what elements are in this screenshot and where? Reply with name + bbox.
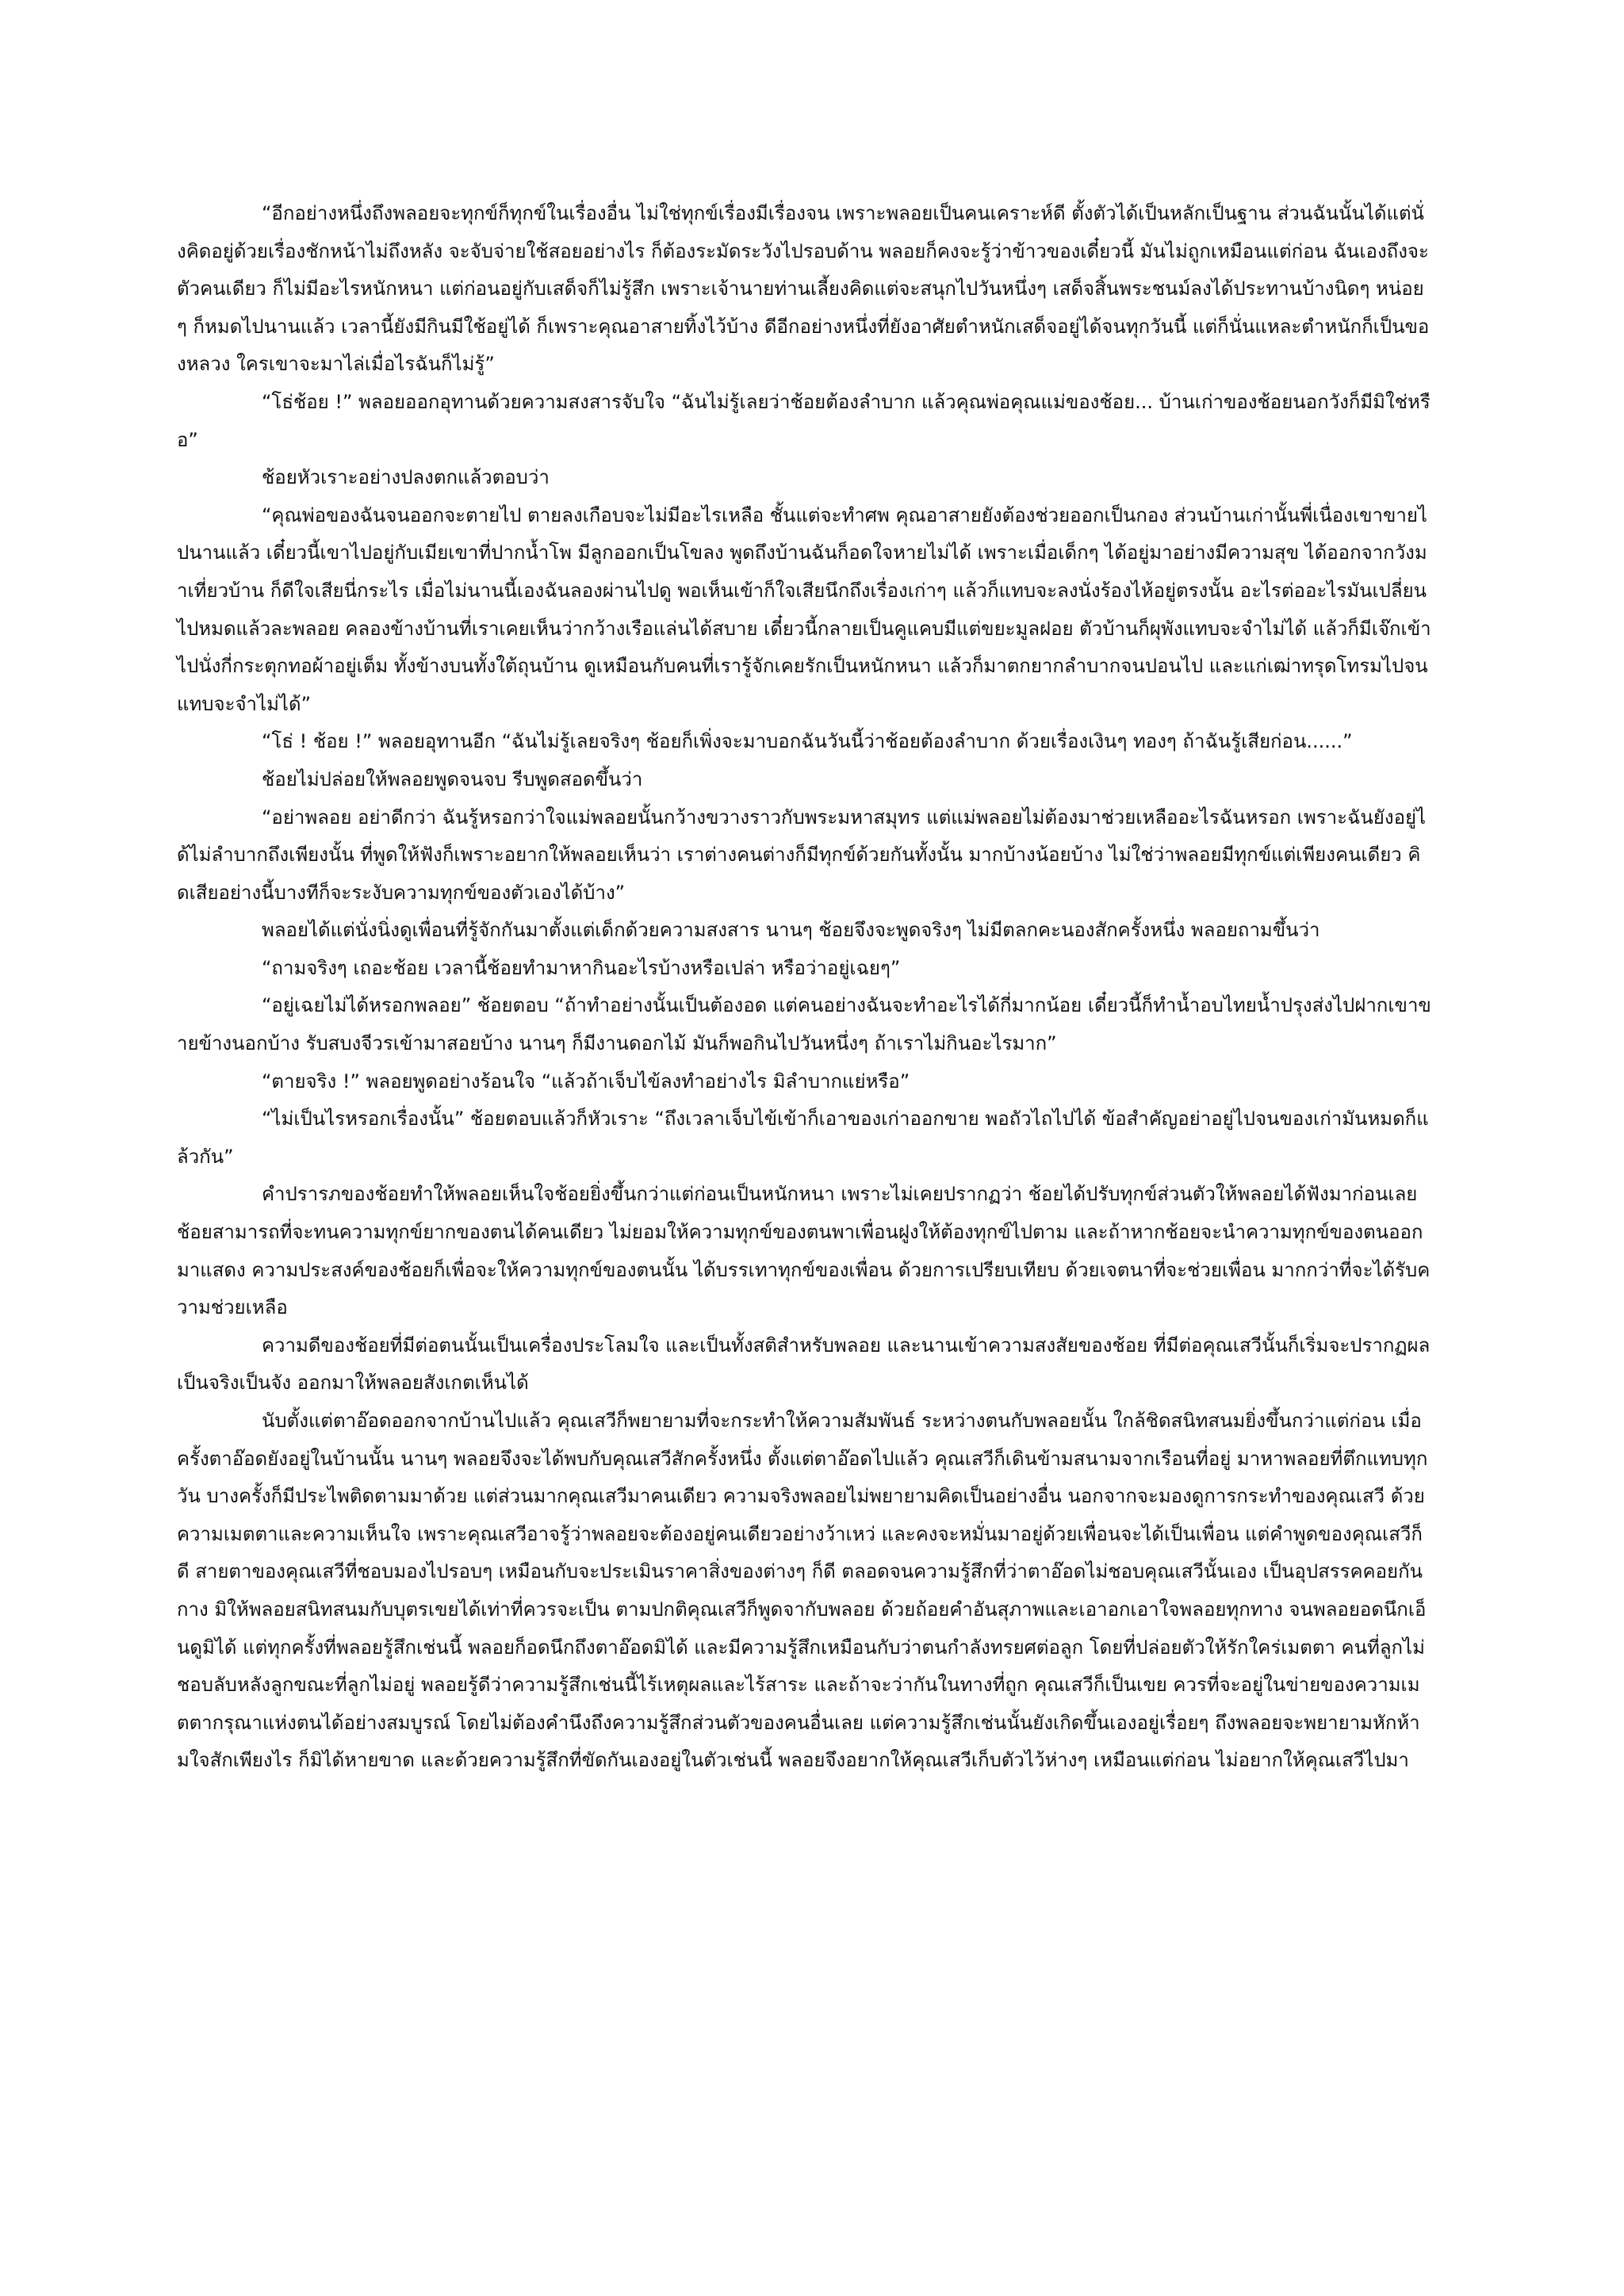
paragraph: “โธ่ช้อย !” พลอยออกอุทานด้วยความสงสารจับใจ “ฉันไม่รู้เลยว่าช้อยต้องลำบาก แล้วคุณพ่อคุณแม่ของช้อย... บ้านเก่าของช้อยนอกวังก็มีมิใช่หรือ” xyxy=(177,390,1431,451)
paragraph: คำปรารภของช้อยทำให้พลอยเห็นใจช้อยยิ่งขึ้นกว่าแต่ก่อนเป็นหนักหนา เพราะไม่เคยปรากฏว่า ช้อยได้ปรับทุกข์ส่วนตัวให้พลอยได้ฟังมาก่อนเลย ช้อยสามารถที่จะทนความทุกข์ยากของตนได้คนเดียว ไม่ยอมให้ความทุกข์ของตนพาเพื่อนฝูงให้ต้องทุกข์ไปตาม และถ้าหากช้อยจะนำความทุกข์ของตนออกมาแสดง ความประสงค์ของช้อยก็เพื่อจะให้ความทุกข์ของตนนั้น ได้บรรเทาทุกข์ของเพื่อน ด้วยการเปรียบเทียบ ด้วยเจตนาที่จะช่วยเพื่อน มากกว่าที่จะได้รับความช่วยเหลือ xyxy=(177,1183,1431,1319)
paragraph: พลอยได้แต่นั่งนิ่งดูเพื่อนที่รู้จักกันมาตั้งแต่เด็กด้วยความสงสาร นานๆ ช้อยจึงจะพูดจริงๆ ไม่มีตลกคะนองสักครั้งหนึ่ง พลอยถามขึ้นว่า xyxy=(262,919,1320,942)
paragraph: “ไม่เป็นไรหรอกเรื่องนั้น” ช้อยตอบแล้วก็หัวเราะ “ถึงเวลาเจ็บไข้เข้าก็เอาของเก่าออกขาย พอถัวไถไปได้ ข้อสำคัญอย่าอยู่ไปจนของเก่ามันหมดก็แล้วกัน” xyxy=(177,1108,1429,1168)
paragraph: “อีกอย่างหนึ่งถึงพลอยจะทุกข์ก็ทุกข์ในเรื่องอื่น ไม่ใช่ทุกข์เรื่องมีเรื่องจน เพราะพลอยเป็นคนเคราะห์ดี ตั้งตัวได้เป็นหลักเป็นฐาน ส่วนฉันนั้นได้แต่นั่งคิดอยู่ด้วยเรื่องชักหน้าไม่ถึงหลัง จะจับจ่ายใช้สอยอย่างไร ก็ต้องระมัดระวังไปรอบด้าน พลอยก็คงจะรู้ว่าข้าวของเดี๋ยวนี้ มันไม่ถูกเหมือนแต่ก่อน ฉันเองถึงจะตัวคนเดียว ก็ไม่มีอะไรหนักหนา แต่ก่อนอยู่กับเสด็จก็ไม่รู้สึก เพราะเจ้านายท่านเลี้ยงคิดแต่จะสนุกไปวันหนึ่งๆ เสด็จสิ้นพระชนม์ลงได้ประทานบ้างนิดๆ หน่อยๆ ก็หมดไปนานแล้ว เวลานี้ยังมีกินมีใช้อยู่ได้ ก็เพราะคุณอาสายทิ้งไว้บ้าง ดีอีกอย่างหนึ่งที่ยังอาศัยตำหนักเสด็จอยู่ได้จนทุกวันนี้ แต่ก็นั่นแหละตำหนักก็เป็นของหลวง ใครเขาจะมาไล่เมื่อไรฉันก็ไม่รู้” xyxy=(177,202,1430,376)
paragraph: ช้อยหัวเราะอย่างปลงตกแล้วตอบว่า xyxy=(262,466,550,489)
paragraph: “อยู่เฉยไม่ได้หรอกพลอย” ช้อยตอบ “ถ้าทำอย่างนั้นเป็นต้องอด แต่คนอย่างฉันจะทำอะไรได้กี่มากน้อย เดี๋ยวนี้ก็ทำน้ำอบไทยน้ำปรุงส่งไปฝากเขาขายข้างนอกบ้าง รับสบงจีวรเข้ามาสอยบ้าง นานๆ ก็มีงานดอกไม้ มันก็พอกินไปวันหนึ่งๆ ถ้าเราไม่กินอะไรมาก” xyxy=(177,994,1431,1055)
paragraph: “ถามจริงๆ เถอะช้อย เวลานี้ช้อยทำมาหากินอะไรบ้างหรือเปล่า หรือว่าอยู่เฉยๆ” xyxy=(262,956,901,979)
paragraph: “อย่าพลอย อย่าดีกว่า ฉันรู้หรอกว่าใจแม่พลอยนั้นกว้างขวางราวกับพระมหาสมุทร แต่แม่พลอยไม่ต้องมาช่วยเหลืออะไรฉันหรอก เพราะฉันยังอยู่ได้ไม่ลำบากถึงเพียงนั้น ที่พูดให้ฟังก็เพราะอยากให้พลอยเห็นว่า เราต่างคนต่างก็มีทุกข์ด้วยกันทั้งนั้น มากบ้างน้อยบ้าง ไม่ใช่ว่าพลอยมีทุกข์แต่เพียงคนเดียว คิดเสียอย่างนี้บางทีก็จะระงับความทุกข์ของตัวเองได้บ้าง” xyxy=(177,806,1427,904)
paragraph: “โธ่ ! ช้อย !” พลอยอุทานอีก “ฉันไม่รู้เลยจริงๆ ช้อยก็เพิ่งจะมาบอกฉันวันนี้ว่าช้อยต้องลำบาก ด้วยเรื่องเงินๆ ทองๆ ถ้าฉันรู้เสียก่อน......” xyxy=(262,730,1353,753)
body-text xyxy=(177,195,1431,1780)
paragraph: นับตั้งแต่ตาอ๊อดออกจากบ้านไปแล้ว คุณเสวีก็พยายามที่จะกระทำให้ความสัมพันธ์ ระหว่างตนกับพลอยนั้น ใกล้ชิดสนิทสนมยิ่งขึ้นกว่าแต่ก่อน เมื่อครั้งตาอ๊อดยังอยู่ในบ้านนั้น นานๆ พลอยจึงจะได้พบกับคุณเสวีสักครั้งหนึ่ง ตั้งแต่ตาอ๊อดไปแล้ว คุณเสวีก็เดินข้ามสนามจากเรือนที่อยู่ มาหาพลอยที่ตึกแทบทุกวัน บางครั้งก็มีประไพติดตามมาด้วย แต่ส่วนมากคุณเสวีมาคนเดียว ความจริงพลอยไม่พยายามคิดเป็นอย่างอื่น นอกจากจะมองดูการกระทำของคุณเสวี ด้วยความเมตตาและความเห็นใจ เพราะคุณเสวีอาจรู้ว่าพลอยจะต้องอยู่คนเดียวอย่างว้าเหว่ และคงจะหมั่นมาอยู่ด้วยเพื่อนจะได้เป็นเพื่อน แต่คำพูดของคุณเสวีก็ดี สายตาของคุณเสวีที่ชอบมองไปรอบๆ เหมือนกับจะประเมินราคาสิ่งของต่างๆ ก็ดี ตลอดจนความรู้สึกที่ว่าตาอ๊อดไม่ชอบคุณเสวีนั้นเอง เป็นอุปสรรคคอยกันกาง มิให้พลอยสนิทสนมกับบุตรเขยได้เท่าที่ควรจะเป็น ตามปกติคุณเสวีก็พูดจากับพลอย ด้วยถ้อยคำอันสุภาพและเอาอกเอาใจพลอยทุกทาง จนพลอยอดนึกเอ็นดูมิได้ แต่ทุกครั้งที่พลอยรู้สึกเช่นนี้ พลอยก็อดนึกถึงตาอ๊อดมิได้ และมีความรู้สึกเหมือนกับว่าตนกำลังทรยศต่อลูก โดยที่ปล่อยตัวให้รักใคร่เมตตา คนที่ลูกไม่ชอบลับหลังลูกขณะที่ลูกไม่อยู่ พลอยรู้ดีว่าความรู้สึกเช่นนี้ไร้เหตุผลและไร้สาระ และถ้าจะว่ากันในทางที่ถูก คุณเสวีก็เป็นเขย ควรที่จะอยู่ในข่ายของความเมตตากรุณาแห่งตนได้อย่างสมบูรณ์ โดยไม่ต้องคำนึงถึงความรู้สึกส่วนตัวของคนอื่นเลย แต่ความรู้สึกเช่นนั้นยังเกิดขึ้นเองอยู่เรื่อยๆ ถึงพลอยจะพยายามหักห้ามใจสักเพียงไร ก็มิได้หายขาด และด้วยความรู้สึกที่ขัดกันเองอยู่ในตัวเช่นนี้ พลอยจึงอยากให้คุณเสวีเก็บตัวไว้ห่างๆ เหมือนแต่ก่อน ไม่อยากให้คุณเสวีไปมา xyxy=(177,1410,1428,1772)
paragraph: “ตายจริง !” พลอยพูดอย่างร้อนใจ “แล้วถ้าเจ็บไข้ลงทำอย่างไร มิลำบากแย่หรือ” xyxy=(262,1070,910,1093)
paragraph: “คุณพ่อของฉันจนออกจะตายไป ตายลงเกือบจะไม่มีอะไรเหลือ ชั้นแต่จะทำศพ คุณอาสายยังต้องช่วยออกเป็นกอง ส่วนบ้านเก่านั้นพี่เนื่องเขาขายไปนานแล้ว เดี๋ยวนี้เขาไปอยู่กับเมียเขาที่ปากน้ำโพ มีลูกออกเป็นโขลง พูดถึงบ้านฉันก็อดใจหายไม่ได้ เพราะเมื่อเด็กๆ ได้อยู่มาอย่างมีความสุข ได้ออกจากวังมาเที่ยวบ้าน ก็ดีใจเสียนี่กระไร เมื่อไม่นานนี้เองฉันลองผ่านไปดู พอเห็นเข้าก็ใจเสียนึกถึงเรื่องเก่าๆ แล้วก็แทบจะลงนั่งร้องไห้อยู่ตรงนั้น อะไรต่ออะไรมันเปลี่ยนไปหมดแล้วละพลอย คลองข้างบ้านที่เราเคยเห็นว่ากว้างเรือแล่นได้สบาย เดี๋ยวนี้กลายเป็นคูแคบมีแต่ขยะมูลฝอย ตัวบ้านก็ผุพังแทบจะจำไม่ได้ แล้วก็มีเจ๊กเข้าไปนั่งกี่กระตุกทอผ้าอยู่เต็ม ทั้งข้างบนทั้งใต้ถุนบ้าน ดูเหมือนกับคนที่เรารู้จักเคยรักเป็นหนักหนา แล้วก็มาตกยากลำบากจนปอนไป และแก่เฒ่าทรุดโทรมไปจนแทบจะจำไม่ได้” xyxy=(177,503,1431,715)
paragraph: ช้อยไม่ปล่อยให้พลอยพูดจนจบ รีบพูดสอดขึ้นว่า xyxy=(262,767,643,790)
paragraph: ความดีของช้อยที่มีต่อตนนั้นเป็นเครื่องประโลมใจ และเป็นทั้งสติสำหรับพลอย และนานเข้าความสงสัยของช้อย ที่มีต่อคุณเสวีนั้นก็เริ่มจะปรากฏผลเป็นจริงเป็นจัง ออกมาให้พลอยสังเกตเห็นได้ xyxy=(177,1334,1431,1395)
